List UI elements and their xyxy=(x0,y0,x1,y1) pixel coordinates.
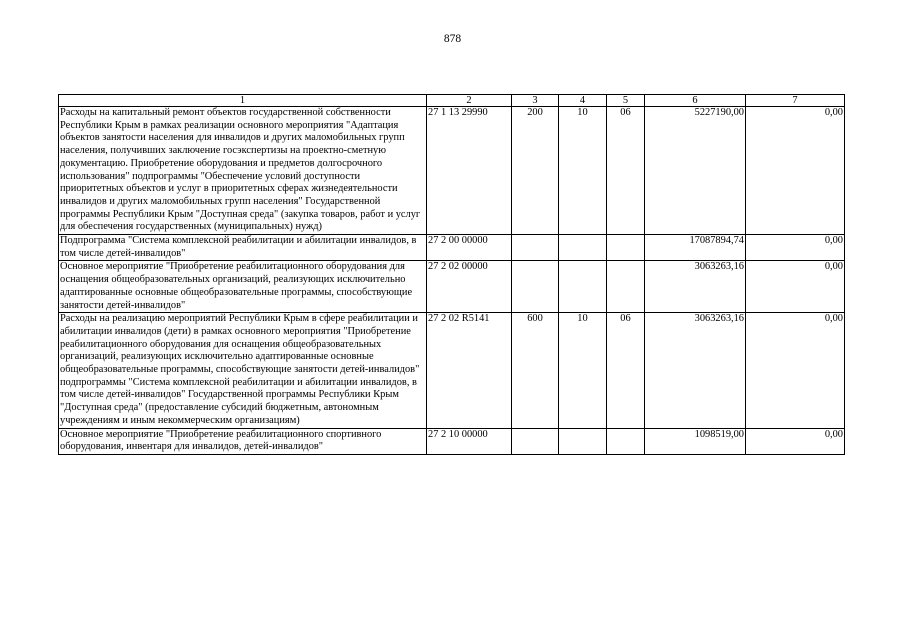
row-amount2: 0,00 xyxy=(746,107,845,235)
table-row xyxy=(59,428,845,454)
row-target-code: 27 2 10 00000 xyxy=(427,428,512,454)
row-name: Основное мероприятие "Приобретение реабилитационного оборудования для оснащения общеобразовательных организаций, реализующих исключительно адаптированные основные общеобразовательные программы, способствующие занятости детей-инвалидов" xyxy=(59,261,427,313)
row-target-code: 27 2 02 00000 xyxy=(427,261,512,313)
header-row xyxy=(59,95,845,107)
row-expense-type xyxy=(512,261,559,313)
row-name: Расходы на капитальный ремонт объектов государственной собственности Республики Крым в рамках реализации основного мероприятия "Адаптация объектов занятости населения для инвалидов и других маломобильных групп населения, получивших заключение госэкспертизы на проектно-сметную документацию. Приобретение оборудования и предметов долгосрочного использования" подпрограммы "Обеспечение условий доступности приоритетных объектов и услуг в приоритетных сферах жизнедеятельности инвалидов и других маломобильных групп населения" Государственной программы Республики Крым "Доступная среда" (закупка товаров, работ и услуг для обеспечения государственных (муниципальных) нужд) xyxy=(59,107,427,235)
row-amount: 3063263,16 xyxy=(645,261,746,313)
row-target-code: 27 1 13 29990 xyxy=(427,107,512,235)
row-section: 10 xyxy=(559,313,607,428)
row-name: Расходы на реализацию мероприятий Республики Крым в сфере реабилитации и абилитации инвалидов (дети) в рамках основного мероприятия "Приобретение реабилитационного оборудования для оснащения общеобразовательных организаций, реализующих исключительно адаптированные основные общеобразовательные программы, способствующие занятости детей-инвалидов" подпрограммы "Система комплексной реабилитации и абилитации инвалидов, в том числе детей-инвалидов" Государственной программы Республики Крым "Доступная среда" (предоставление субсидий бюджетным, автономным учреждениям и иным некоммерческим организациям) xyxy=(59,313,427,428)
row-name: Основное мероприятие "Приобретение реабилитационного спортивного оборудования, инвентаря для инвалидов, детей-инвалидов" xyxy=(59,428,427,454)
row-amount2: 0,00 xyxy=(746,261,845,313)
header-cell: 7 xyxy=(746,95,845,107)
row-expense-type: 200 xyxy=(512,107,559,235)
row-subsection xyxy=(607,261,645,313)
row-expense-type xyxy=(512,428,559,454)
row-expense-type: 600 xyxy=(512,313,559,428)
row-amount2: 0,00 xyxy=(746,235,845,261)
table-row xyxy=(59,313,845,428)
row-subsection: 06 xyxy=(607,107,645,235)
row-name: Подпрограмма "Система комплексной реабилитации и абилитации инвалидов, в том числе детей-инвалидов" xyxy=(59,235,427,261)
table-row xyxy=(59,261,845,313)
table-row xyxy=(59,107,845,235)
row-amount2: 0,00 xyxy=(746,313,845,428)
row-target-code: 27 2 00 00000 xyxy=(427,235,512,261)
row-subsection xyxy=(607,428,645,454)
row-target-code: 27 2 02 R5141 xyxy=(427,313,512,428)
header-cell: 6 xyxy=(645,95,746,107)
header-cell: 5 xyxy=(607,95,645,107)
row-subsection xyxy=(607,235,645,261)
header-cell: 2 xyxy=(427,95,512,107)
row-section: 10 xyxy=(559,107,607,235)
row-amount: 3063263,16 xyxy=(645,313,746,428)
row-amount: 5227190,00 xyxy=(645,107,746,235)
header-cell: 4 xyxy=(559,95,607,107)
row-amount: 1098519,00 xyxy=(645,428,746,454)
row-amount: 17087894,74 xyxy=(645,235,746,261)
header-cell: 3 xyxy=(512,95,559,107)
row-subsection: 06 xyxy=(607,313,645,428)
row-section xyxy=(559,428,607,454)
header-cell: 1 xyxy=(59,95,427,107)
page-number: 878 xyxy=(443,33,462,45)
row-section xyxy=(559,261,607,313)
table-row xyxy=(59,235,845,261)
row-section xyxy=(559,235,607,261)
budget-table xyxy=(58,94,845,455)
row-amount2: 0,00 xyxy=(746,428,845,454)
row-expense-type xyxy=(512,235,559,261)
